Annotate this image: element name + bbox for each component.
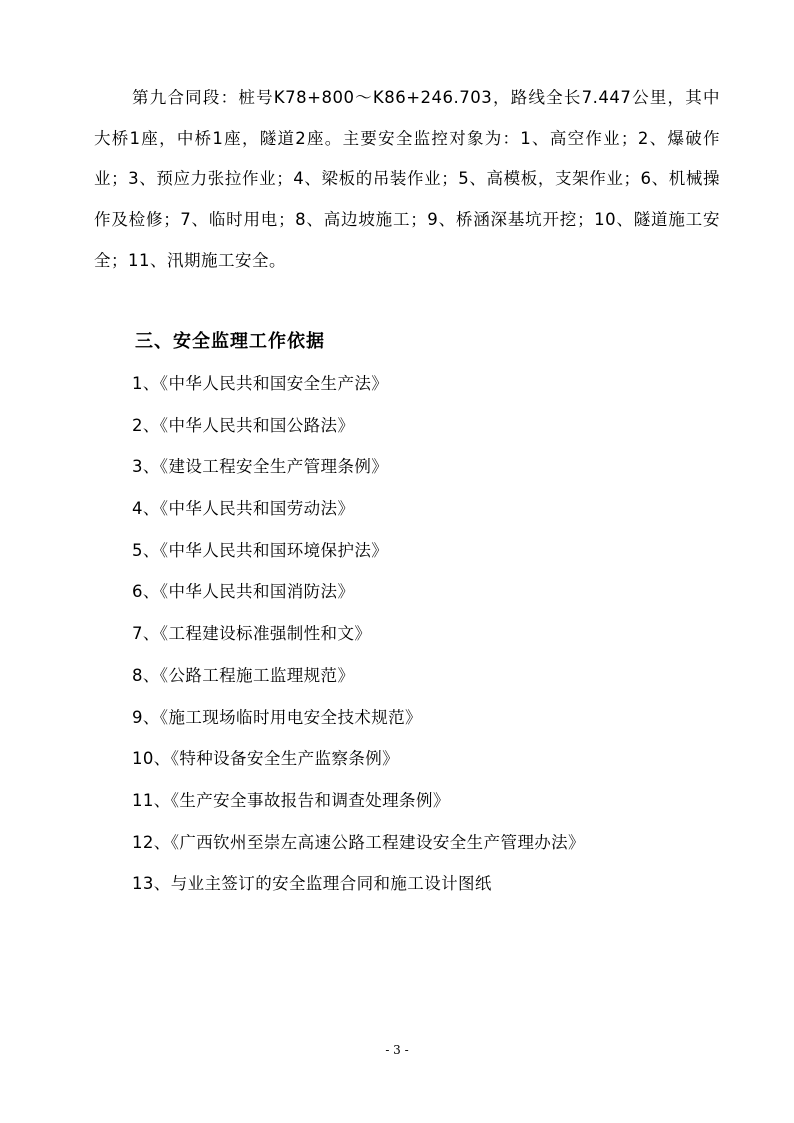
basis-list bbox=[132, 368, 585, 910]
list-item: 13、与业主签订的安全监理合同和施工设计图纸 bbox=[132, 874, 492, 894]
list-item: 8、《公路工程施工监理规范》 bbox=[132, 665, 355, 685]
list-item: 6、《中华人民共和国消防法》 bbox=[132, 582, 355, 602]
list-item: 7、《工程建设标准强制性和文》 bbox=[132, 624, 372, 644]
list-item: 2、《中华人民共和国公路法》 bbox=[132, 415, 355, 435]
list-item: 3、《建设工程安全生产管理条例》 bbox=[132, 457, 389, 477]
list-item: 12、《广西钦州至崇左高速公路工程建设安全生产管理办法》 bbox=[132, 832, 585, 852]
list-item: 9、《施工现场临时用电安全技术规范》 bbox=[132, 707, 422, 727]
list-item: 5、《中华人民共和国环境保护法》 bbox=[132, 540, 389, 560]
list-item: 10、《特种设备安全生产监察条例》 bbox=[132, 749, 400, 769]
intro-paragraph: 第九合同段：桩号K78+800～K86+246.703，路线全长7.447公里，其中大桥1座，中桥1座，隧道2座。主要安全监控对象为：1、高空作业；2、爆破作业；3、预应力张拉作业；4、梁板的吊装作业；5、高模板，支架作业；6、机械操作及检修；7、临时用电；8、高边坡施工；9、桥涵深基坑开挖；10、隧道施工安全；11、汛期施工安全。 bbox=[94, 88, 720, 270]
list-item: 1、《中华人民共和国安全生产法》 bbox=[132, 374, 389, 393]
list-item: 11、《生产安全事故报告和调查处理条例》 bbox=[132, 790, 450, 810]
page-number: - 3 - bbox=[385, 1043, 409, 1057]
list-item: 4、《中华人民共和国劳动法》 bbox=[132, 499, 355, 519]
section-heading: 三、安全监理工作依据 bbox=[135, 331, 325, 352]
